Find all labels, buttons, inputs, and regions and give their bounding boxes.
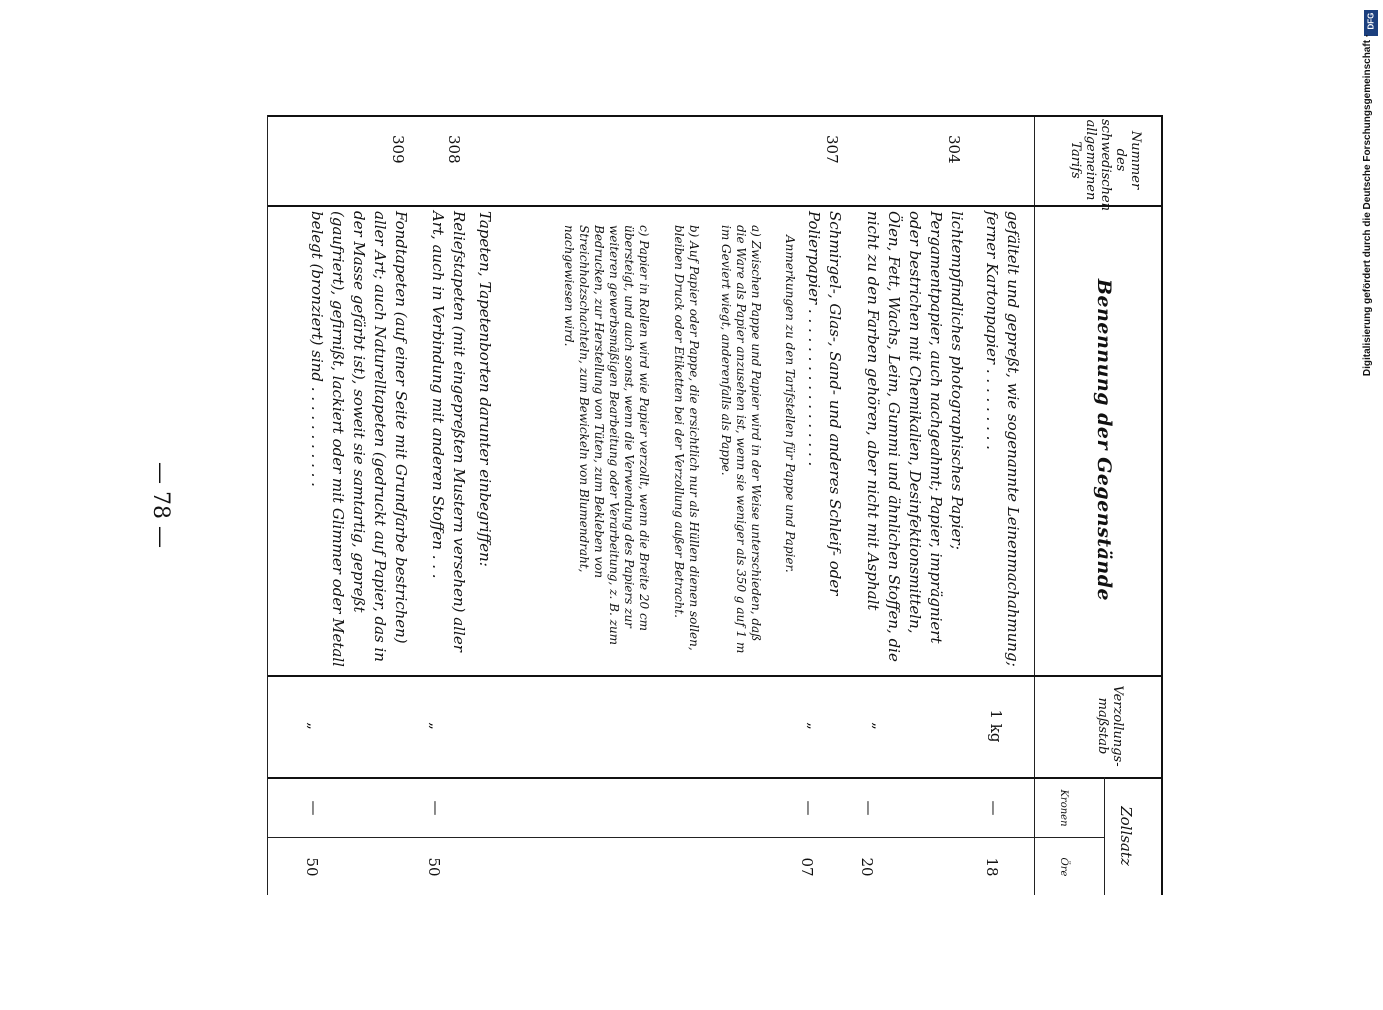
note-a: a) Zwischen Pappe und Papier wird in der Weise unterschieden, daß die Ware als Papier anzusehen ist, wenn sie weniger als 350 g auf 1 m im Geviert wiegt, anderenfalls als Pappe. — [719, 225, 763, 654]
row-text: Fondtapeten (auf einer Seite mit Grundfarbe bestrichen) aller Art; auch Naturelltapeten (gedruckt auf Papier, das in der Masse gefärbt ist), soweit sie samtartig, gepreßt (gaufriert), gefirnißt, lackiert oder mit Glimmer oder Metall belegt (bronziert) sind . . . . . . . . . . . — [308, 211, 410, 667]
col-rule-kronen — [268, 837, 1105, 838]
row-unit: „ — [805, 722, 823, 730]
row-text: Schmirgel-, Glas-, Sand- und anderes Schleif- oder Polierpapier . . . . . . . . . . . . . . . . . — [805, 211, 844, 596]
row-number: 308 — [445, 135, 463, 164]
row-number: 309 — [389, 135, 407, 164]
sidebar-credit: Digitalisierung gefördert durch die Deutsche Forschungsgemeinschaft · — [1362, 33, 1373, 377]
tariff-table — [268, 115, 1143, 1010]
note-b: b) Auf Papier oder Pappe, die ersichtlich nur als Hüllen dienen sollen, bleiben Druck oder Etiketten bei der Verzollung außer Betracht. — [672, 225, 701, 651]
tapeten-heading: Tapeten, Tapetenborten darunter einbegriffen: — [476, 211, 494, 567]
row-kronen: — — [305, 800, 323, 816]
col-rule-left — [268, 115, 1163, 117]
row-oere: 50 — [425, 857, 443, 877]
row-number: 307 — [823, 135, 841, 164]
col-rule-unit — [268, 777, 1163, 779]
header-duty: Zollsatz — [1117, 806, 1135, 866]
page-number: — 78 — — [148, 462, 173, 548]
row-kronen: — — [860, 800, 878, 816]
row-kronen: — — [985, 800, 1003, 816]
row-unit: 1 kg — [987, 709, 1005, 743]
header-kronen: Kronen — [1058, 789, 1069, 827]
row-number: 304 — [945, 135, 963, 164]
row-text: gefältelt und gepreßt, wie sogenannte Leinenmachahmung; ferner Kartonpapier . . . . . . . . . — [983, 211, 1022, 667]
row-oere: 18 — [983, 857, 1001, 877]
row-kronen: — — [800, 800, 818, 816]
row-text: Reliefstapeten (mit eingepreßten Mustern versehen) aller Art, auch in Verbindung mit anderen Stoffen . . . — [429, 211, 468, 652]
row-oere: 50 — [303, 857, 321, 877]
row-unit: „ — [305, 722, 323, 730]
header-description: Benennung der Gegenstände — [1093, 278, 1115, 602]
row-oere: 07 — [798, 857, 816, 877]
col-rule-number — [268, 205, 1163, 207]
header-oere: Öre — [1058, 857, 1069, 877]
dfg-logo: DFG — [1364, 10, 1378, 36]
header-unit: Verzollungsmaßstab — [1095, 685, 1125, 767]
note-c: c) Papier in Rollen wird wie Papier verzollt, wenn die Breite 20 cm übersteigt, und auch sonst, wenn die Verwendung des Papiers zur weiteren gewerbsmäßigen Bearbeitung oder Verarbeitung, z. B. zum Bedrucken, zur Herstellung von Tüten, zum Bekleben von Streichholzschachteln, zum Bewickeln von Blumendraht, nachgewiesen wird. — [562, 225, 651, 646]
header-number: Nummer des schwedischen allgemeinen Tarifs — [1068, 119, 1143, 212]
row-oere: 20 — [858, 857, 876, 877]
col-rule-description — [268, 675, 1163, 677]
notes-heading: Anmerkungen zu den Tarifstellen für Pappe und Papier. — [783, 235, 797, 573]
row-kronen: — — [427, 800, 445, 816]
row-text: lichtempfindliches photographisches Papier; Pergamentpapier, auch nachgeahmt; Papier, imprägniert oder bestrichen mit Chemikalien, Desinfektionsmitteln, Ölen, Fett, Wachs, Leim, Gummi und ähnlichen Stoffen, die nicht zu den Farben gehören, aber nicht mit Asphalt — [864, 211, 966, 662]
tariff-table-rotated — [268, 115, 1163, 895]
row-unit: „ — [870, 722, 888, 730]
row-unit: „ — [427, 722, 445, 730]
rule-duty-sub — [1104, 777, 1105, 895]
